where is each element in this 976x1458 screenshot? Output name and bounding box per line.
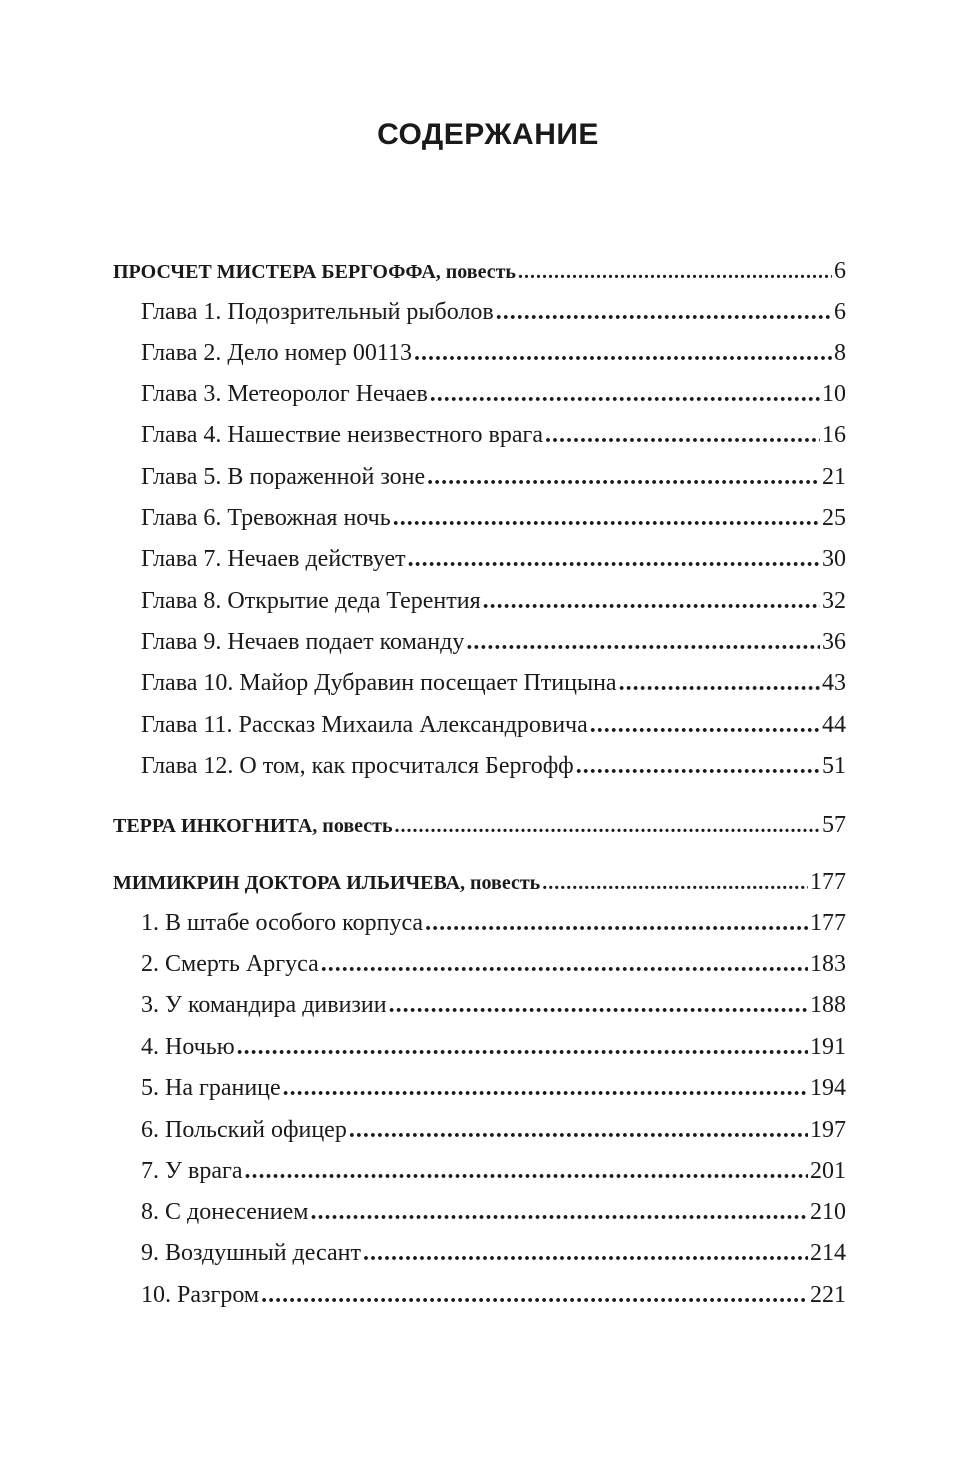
page-number: 8 [834,340,846,366]
toc-chapter-title: 8. С донесением [141,1199,309,1225]
toc-chapter[interactable] [141,379,846,409]
toc-chapter[interactable] [141,297,846,327]
page-number: 197 [810,1117,846,1143]
toc-chapter-title: Глава 11. Рассказ Михаила Александровича [141,712,588,738]
leader-dots [283,1073,808,1103]
toc-chapter-title: Глава 2. Дело номер 00113 [141,340,412,366]
toc-part-label: ПРОСЧЕТ МИСТЕРА БЕРГОФФА, повесть [113,261,516,283]
leader-dots [414,338,832,368]
page-number: 57 [822,812,846,838]
leader-dots [244,1156,808,1186]
toc-part-label: ТЕРРА ИНКОГНИТА, повесть [113,815,393,837]
page-number: 194 [810,1075,846,1101]
toc-chapter[interactable] [141,420,846,450]
page-number: 191 [810,1034,846,1060]
toc-chapter-title: Глава 6. Тревожная ночь [141,505,391,531]
toc-chapter[interactable] [141,1032,846,1062]
leader-dots [427,462,820,492]
leader-dots [237,1032,808,1062]
page-number: 32 [822,588,846,614]
toc-chapter[interactable] [141,627,846,657]
leader-dots [576,751,820,781]
toc-chapter-title: 1. В штабе особого корпуса [141,910,424,936]
toc-chapter-title: Глава 9. Нечаев подает команду [141,629,465,655]
leader-dots [496,297,832,327]
toc-chapter[interactable] [141,544,846,574]
toc-part-3[interactable] [113,867,846,897]
page-title: СОДЕРЖАНИЕ [377,118,599,151]
toc-chapter[interactable] [141,1156,846,1186]
leader-dots [393,503,820,533]
page-number: 16 [822,422,846,448]
toc-chapter-title: Глава 1. Подозрительный рыболов [141,299,494,325]
toc-chapter-title: 2. Смерть Аргуса [141,951,319,977]
toc-part-1[interactable] [113,256,846,286]
leader-dots [430,379,820,409]
leader-dots [408,544,820,574]
leader-dots [483,586,820,616]
toc-chapter[interactable] [141,586,846,616]
toc-chapter-title: 4. Ночью [141,1034,235,1060]
page-number: 30 [822,546,846,572]
toc-chapter-title: 9. Воздушный десант [141,1240,361,1266]
toc-chapter-title: Глава 5. В пораженной зоне [141,464,426,490]
toc-chapter-title: Глава 12. О том, как просчитался Бергофф [141,753,574,779]
page-number: 183 [810,951,846,977]
toc-chapter-title: Глава 8. Открытие деда Терентия [141,588,481,614]
leader-dots [389,990,808,1020]
toc-chapter-title: 10. Разгром [141,1282,260,1308]
page-number: 210 [810,1199,846,1225]
leader-dots [395,811,820,841]
toc-part-2[interactable] [113,810,846,840]
toc-chapter-title: Глава 10. Майор Дубравин посещает Птицына [141,670,617,696]
page-number: 36 [822,629,846,655]
toc-chapter[interactable] [141,751,846,781]
toc-chapter-title: 3. У командира дивизии [141,992,387,1018]
toc-chapter-title: Глава 7. Нечаев действует [141,546,406,572]
leader-dots [261,1280,808,1310]
leader-dots [321,949,808,979]
page-number: 221 [810,1282,846,1308]
toc-chapter[interactable] [141,908,846,938]
leader-dots [542,868,808,898]
page-number: 214 [810,1240,846,1266]
toc-chapter[interactable] [141,503,846,533]
page-number: 10 [822,381,846,407]
toc-chapter[interactable] [141,338,846,368]
leader-dots [363,1238,808,1268]
leader-dots [518,257,832,287]
toc-chapter-title: Глава 3. Метеоролог Нечаев [141,381,428,407]
toc-chapter[interactable] [141,462,846,492]
page-number: 6 [834,258,846,284]
leader-dots [545,420,820,450]
leader-dots [590,710,820,740]
toc-chapter[interactable] [141,1280,846,1310]
toc-chapter-title: 6. Польский офицер [141,1117,347,1143]
page-number: 44 [822,712,846,738]
toc-chapter[interactable] [141,1115,846,1145]
leader-dots [425,908,808,938]
toc-chapter-title: Глава 4. Нашествие неизвестного врага [141,422,544,448]
toc-chapter[interactable] [141,1073,846,1103]
toc-chapter-title: 7. У врага [141,1158,243,1184]
toc-chapter[interactable] [141,710,846,740]
page-number: 177 [810,910,846,936]
page-number: 177 [810,869,846,895]
page-number: 6 [834,299,846,325]
leader-dots [619,668,820,698]
toc-chapter[interactable] [141,1238,846,1268]
toc-chapter[interactable] [141,990,846,1020]
leader-dots [466,627,820,657]
toc-part-label: МИМИКРИН ДОКТОРА ИЛЬИЧЕВА, повесть [113,872,541,894]
toc-chapter[interactable] [141,668,846,698]
page-number: 188 [810,992,846,1018]
page-number: 21 [822,464,846,490]
page-number: 25 [822,505,846,531]
toc-chapter[interactable] [141,949,846,979]
toc-chapter-title: 5. На границе [141,1075,281,1101]
toc-chapter[interactable] [141,1197,846,1227]
page-number: 201 [810,1158,846,1184]
leader-dots [349,1115,808,1145]
page-number: 43 [822,670,846,696]
leader-dots [310,1197,808,1227]
page-number: 51 [822,753,846,779]
